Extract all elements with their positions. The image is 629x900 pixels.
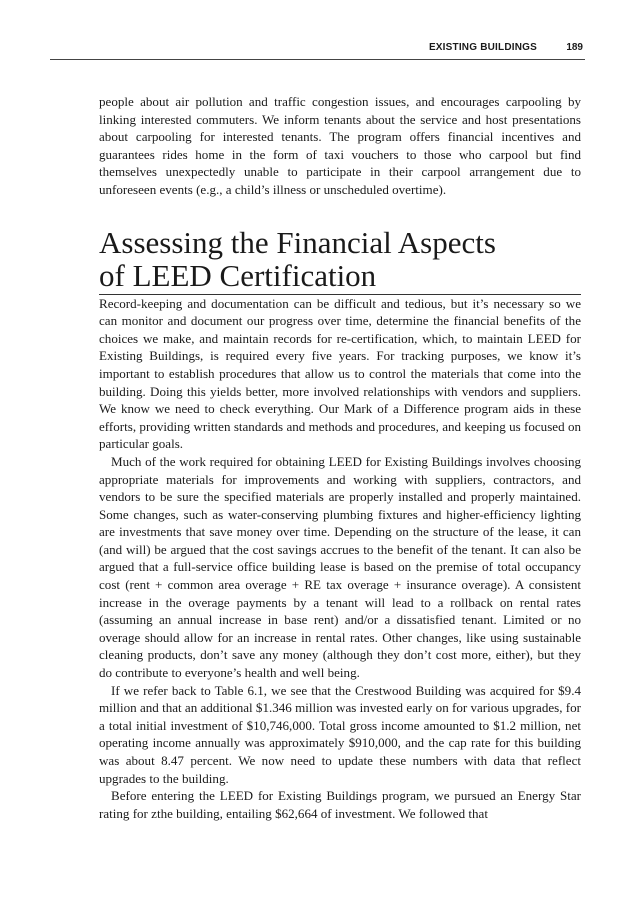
section-heading xyxy=(99,226,581,295)
running-header xyxy=(50,38,585,60)
paragraph-carpool: people about air pollution and traffic congestion issues, and encourages carpooling by linking interested commuters. We inform tenants about the service and host presentations about carpooling for interested tenants. The program offers financial incentives and guarantees rides home in the form of taxi vouchers to those who carpool but find themselves unexpectedly unable to participate in their carpool arrangement due to unforeseen events (e.g., a child’s illness or unscheduled overtime). xyxy=(99,94,581,197)
page-number: 189 xyxy=(566,42,583,53)
paragraph-energy-star: Before entering the LEED for Existing Buildings program, we pursued an Energy Star rating for zthe building, entailing $62,664 of investment. We followed that xyxy=(99,788,581,821)
paragraph-record-keeping: Record-keeping and documentation can be difficult and tedious, but it’s necessary so we can monitor and document our progress over time, determine the financial benefits of the choices we make, and maintain records for re-certification, which, to maintain LEED for Existing Buildings, is required every five years. For tracking purposes, we know it’s important to establish procedures that allow us to control the materials that come into the building. Doing this yields better, more involved relationships with vendors and suppliers. We know we need to check everything. Our Mark of a Difference program aids in these efforts, providing written standards and methods and procedures, and keeping us focused on particular goals. xyxy=(99,295,581,452)
running-title: EXISTING BUILDINGS xyxy=(428,42,537,53)
paragraph-materials: Much of the work required for obtaining LEED for Existing Buildings involves choosing appropriate materials for improvements and working with suppliers, contractors, and vendors to be sure the specified materials are properly installed and properly maintained. Some changes, such as water-conserving plumbing fixtures and higher-efficiency lighting are investments that save money over time. Depending on the structure of the lease, it can (and will) be argued that the cost savings accrues to the benefit of the tenant. It can also be argued that a full-service office building lease is based on the premise of total occupancy cost (rent + common area overage + RE tax overage + insurance overage). A consistent increase in the overage payments by a tenant will lead to a rollback on rental rates (assuming an annual increase in base rent) and/or a dissatisfied tenant. Limited or no overage should allow for an increase in rental rates. Other changes, like using sustainable cleaning products, don’t save any money (although they don’t cost more, either), but they do contribute to everyone’s health and well being. xyxy=(99,453,581,681)
section-heading-line1: Assessing the Financial Aspects xyxy=(99,224,496,260)
page-body xyxy=(99,93,581,822)
paragraph-table-reference: If we refer back to Table 6.1, we see that the Crestwood Building was acquired for $9.4 million and that an additional $1.346 million was invested early on for various upgrades, for a total initial investment of $10,746,000. Total gross income amounted to $1.2 million, net operating income annually was approximately $910,000, and the cap rate for this building was about 8.47 percent. We now need to update these numbers with data that reflect upgrades to the building. xyxy=(99,682,581,786)
section-heading-line2: of LEED Certification xyxy=(99,257,377,293)
